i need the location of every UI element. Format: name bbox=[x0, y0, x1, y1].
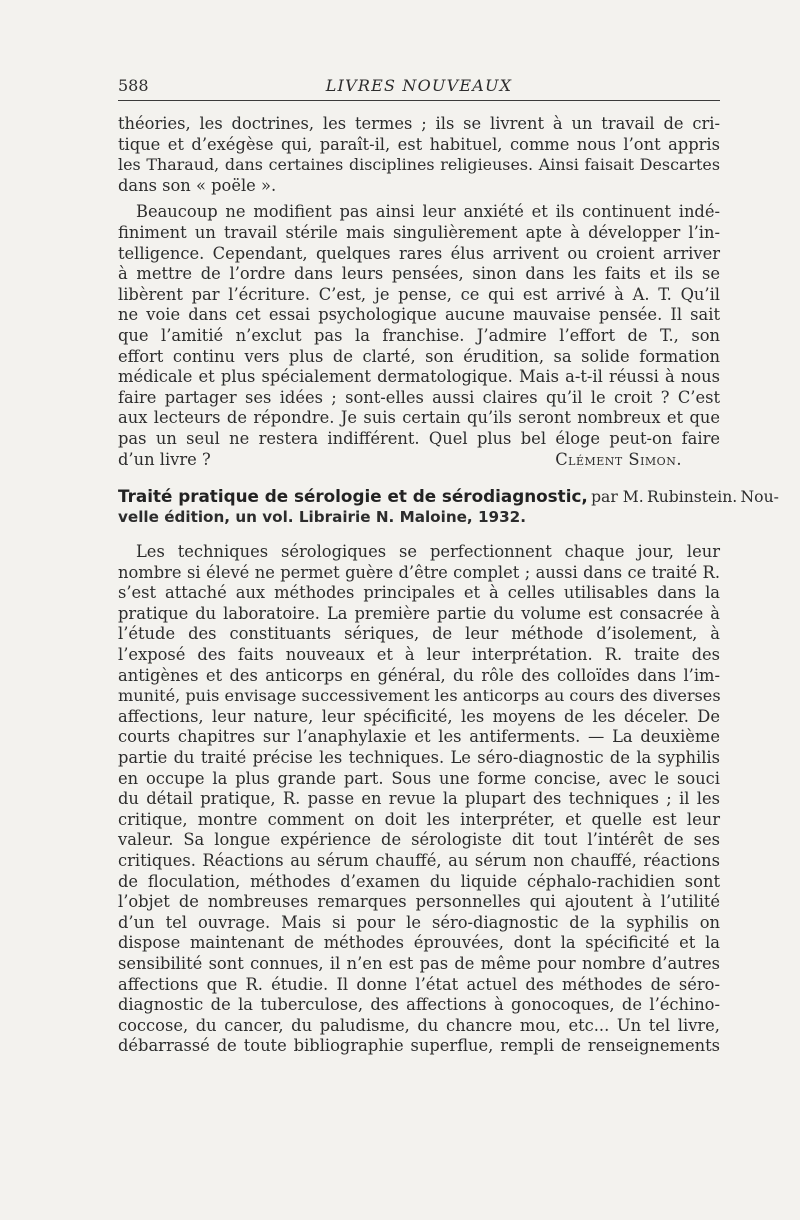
page-body bbox=[118, 114, 779, 1057]
text-line: ne voie dans cet essai psychologique aucune mauvaise pensée. Il sait bbox=[118, 305, 720, 325]
text-line: valeur. Sa longue expérience de sérologiste dit tout l’intérêt de ses bbox=[118, 830, 720, 850]
review-1-paragraph-1 bbox=[118, 114, 720, 196]
review-2-heading bbox=[118, 486, 779, 528]
text-line: critique, montre comment on doit les interpréter, et quelle est leur bbox=[118, 809, 720, 829]
text-line: sensibilité sont connues, il n’en est pas de même pour nombre d’autres bbox=[118, 953, 720, 973]
text-line: tique et d’exégèse qui, paraît-il, est habituel, comme nous l’ont appris bbox=[118, 134, 720, 154]
text-line: de floculation, méthodes d’examen du liquide céphalo-rachidien sont bbox=[118, 871, 720, 891]
book-author: Rubinstein. bbox=[646, 488, 738, 507]
text-line: théories, les doctrines, les termes ; ils se livrent à un travail de cri- bbox=[118, 114, 720, 133]
text-line: l’objet de nombreuses remarques personnelles qui ajoutent à l’utilité bbox=[118, 892, 720, 912]
text-line: dans son « poële ». bbox=[118, 175, 277, 195]
reviewer-signature: Clément Simon. bbox=[555, 449, 682, 469]
text-line: Les techniques sérologiques se perfectionnent chaque jour, leur bbox=[136, 542, 720, 562]
text-line: débarrassé de toute bibliographie superflue, rempli de renseignements bbox=[118, 1036, 720, 1056]
text-line: munité, puis envisage successivement les anticorps au cours des diverses bbox=[118, 686, 721, 706]
text-line: à mettre de l’ordre dans leurs pensées, sinon dans les faits et ils se bbox=[118, 264, 720, 284]
closing-line bbox=[118, 450, 720, 471]
text-line: faire partager ses idées ; sont-elles aussi claires qu’il le croit ? C’est bbox=[118, 387, 720, 407]
text-line: Beaucoup ne modifient pas ainsi leur anxiété et ils continuent indé- bbox=[136, 202, 720, 222]
byline-prefix: par M. bbox=[591, 488, 644, 507]
text-line: nombre si élevé ne permet guère d’être complet ; aussi dans ce traité R. bbox=[118, 562, 720, 582]
text-line: pratique du laboratoire. La première partie du volume est consacrée à bbox=[118, 603, 720, 623]
byline-suffix: Nou- bbox=[740, 488, 779, 507]
text-line: effort continu vers plus de clarté, son érudition, sa solide formation bbox=[118, 346, 720, 366]
text-line: critiques. Réactions au sérum chauffé, au sérum non chauffé, réactions bbox=[118, 851, 720, 870]
text-line: courts chapitres sur l’anaphylaxie et les antiferments. — La deuxième bbox=[118, 727, 720, 747]
page-header bbox=[118, 74, 720, 101]
review-1-paragraph-2 bbox=[118, 202, 720, 470]
text-line: l’exposé des faits nouveaux et à leur interprétation. R. traite des bbox=[118, 645, 720, 665]
text-line: finiment un travail stérile mais singulièrement apte à développer l’in- bbox=[118, 222, 720, 242]
text-line: que l’amitié n’exclut pas la franchise. J’admire l’effort de T., son bbox=[118, 325, 720, 345]
text-line: libèrent par l’écriture. C’est, je pense, ce qui est arrivé à A. T. Qu’il bbox=[118, 284, 720, 304]
text-line: partie du traité précise les techniques. Le séro-diagnostic de la syphilis bbox=[118, 748, 720, 768]
text-line: antigènes et des anticorps en général, du rôle des colloïdes dans l’im- bbox=[118, 665, 720, 685]
text-line: affections que R. étudie. Il donne l’état actuel des méthodes de séro- bbox=[118, 974, 720, 994]
review-2-paragraph bbox=[118, 542, 720, 1057]
closing-text: d’un livre ? bbox=[118, 449, 211, 469]
text-line: les Tharaud, dans certaines disciplines religieuses. Ainsi faisait Descartes bbox=[118, 155, 720, 175]
text-line: aux lecteurs de répondre. Je suis certain qu’ils seront nombreux et que bbox=[118, 408, 720, 428]
text-line: pas un seul ne restera indifférent. Quel plus bel éloge peut-on faire bbox=[118, 428, 720, 448]
publication-details: velle édition, un vol. Librairie N. Maloine, 1932. bbox=[118, 508, 527, 527]
text-line: affections, leur nature, leur spécificité, les moyens de les déceler. De bbox=[118, 706, 720, 726]
text-line: d’un tel ouvrage. Mais si pour le séro-diagnostic de la syphilis on bbox=[118, 912, 720, 932]
text-line: l’étude des constituants sériques, de leur méthode d’isolement, à bbox=[118, 624, 720, 644]
text-line: dispose maintenant de méthodes éprouvées, dont la spécificité et la bbox=[118, 933, 720, 953]
text-line: diagnostic de la tuberculose, des affections à gonocoques, de l’échino- bbox=[118, 995, 720, 1015]
text-line: s’est attaché aux méthodes principales et à celles utilisables dans la bbox=[118, 583, 720, 603]
page-number: 588 bbox=[118, 76, 149, 95]
text-line: en occupe la plus grande part. Sous une forme concise, avec le souci bbox=[118, 768, 720, 788]
text-line: coccose, du cancer, du paludisme, du chancre mou, etc... Un tel livre, bbox=[118, 1015, 720, 1035]
text-line: médicale et plus spécialement dermatologique. Mais a-t-il réussi à nous bbox=[118, 367, 720, 387]
running-title: LIVRES NOUVEAUX bbox=[325, 76, 513, 95]
text-line: telligence. Cependant, quelques rares élus arrivent ou croient arriver bbox=[118, 243, 720, 263]
heading-line bbox=[118, 486, 779, 507]
book-title: Traité pratique de sérologie et de sérodiagnostic, bbox=[118, 486, 588, 507]
text-line: du détail pratique, R. passe en revue la plupart des techniques ; il les bbox=[118, 789, 720, 809]
